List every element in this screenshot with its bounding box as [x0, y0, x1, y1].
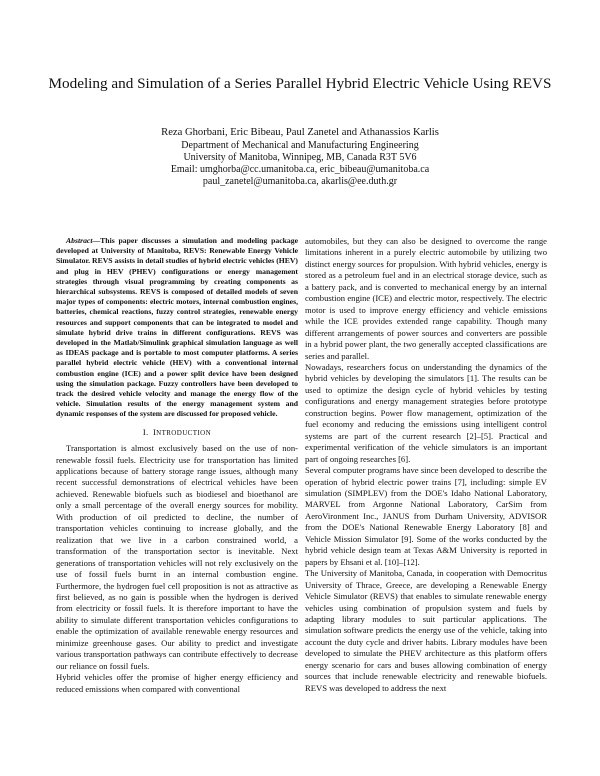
section-title-initial: I	[153, 426, 157, 437]
section-numeral: I.	[142, 426, 149, 437]
abstract	[56, 236, 298, 420]
right-paragraph-2: Nowadays, researchers focus on understanding the dynamics of the hybrid vehicles by developing the simulators [1]. The results can be used to optimize the design cycle of hybrid vehicles by testing configurations and energy management strategies before prototype construction begins. Power flow management, optimization of the fuel economy and reducing the emissions using intelligent control systems are part of the current research [2]–[5]. Practical and experimental verification of the vehicle simulators is an important part of ongoing researches [6].	[305, 361, 547, 464]
abstract-text: —This paper discusses a simulation and modeling package developed at University of Manitoba, REVS: Renewable Energy Vehicle Simulator. REVS assists in detail studies of hybrid electric vehicles (HEV) and plug in HEV (PHEV) configurations or energy management strategies through visual programming by creating components as hierarchical subsystems. REVS is composed of detailed models of seven major types of components: electric motors, internal combustion engines, batteries, chemical reactions, fuzzy control strategies, renewable energy resources and support components that can be integrated to model and simulate hybrid drive trains in different configurations. REVS was developed in the Matlab/Simulink graphical simulation language as well as IDEAS package and is portable to most computer platforms. A series parallel hybrid electric vehicle (HEV) with a conventional internal combustion engine (ICE) and a power split device have been designed using the simulation package. Fuzzy controllers have been developed to track the desired vehicle velocity and manage the energy flow of the vehicle. Simulation results of the energy management system and dynamic responses of the system are discussed for proposed vehicle.	[56, 236, 298, 419]
right-paragraph-1: automobiles, but they can also be designed to overcome the range limitations inherent in a purely electric automobile by utilizing two distinct energy sources for propulsion. With hybrid vehicles, energy is stored as a petroleum fuel and in an electrical storage device, such as a battery pack, and is converted to mechanical energy by an internal combustion engine (ICE) and electric motor, respectively. The electric motor is used to improve energy efficiency and vehicle emissions while the ICE provides extended range capability. Though many different arrangements of power sources and converters are possible in a hybrid power plant, the two generally accepted classifications are series and parallel.	[305, 236, 547, 361]
author-block	[80, 127, 520, 189]
author-emails-continued: paul_zanetel@umanitoba.ca, akarlis@ee.duth.gr	[202, 176, 398, 188]
left-column	[56, 236, 298, 695]
intro-paragraph-2: Hybrid vehicles offer the promise of higher energy efficiency and reduced emissions when compared with conventional	[56, 672, 298, 694]
abstract-label: Abstract	[66, 236, 93, 245]
paper-title: Modeling and Simulation of a Series Parallel Hybrid Electric Vehicle Using REVS	[48, 75, 552, 92]
section-title-rest: NTRODUCTION	[156, 428, 212, 437]
right-paragraph-3: Several computer programs have since been developed to describe the operation of hybrid electric power trains [7], including: simple EV simulation (SIMPLEV) from the DOE's Idaho National Laboratory, MARVEL from Argonne National Laboratory, CarSim from AeroVironment Inc., JANUS from Durham University, ADVISOR from the DOE's National Renewable Energy Laboratory [8] and Vehicle Mission Simulator [9]. Some of the works conducted by the hybrid vehicle design team at Texas A&M University is reported in papers by Ehsani et al. [10]–[12].	[305, 465, 547, 567]
right-column	[305, 236, 547, 694]
right-paragraph-4: The University of Manitoba, Canada, in cooperation with Democritus University of Thrace, Greece, are developing a Renewable Energy Vehicle Simulator (REVS) that enables to simulate renewable energy vehicles using combination of propulsion system and fuels by adapting library modules to suit particular applications. The simulation software predicts the energy use of the vehicle, taking into account the duty cycle and driver habits. Library modules have been developed to simulate the PHEV architecture as this platform offers energy scenario for cars and buses allowing combination of energy sources that include renewable electricity and renewable biofuels. REVS was developed to address the next	[305, 568, 547, 693]
affiliation-department: Department of Mechanical and Manufacturing Engineering	[181, 139, 419, 151]
intro-paragraph-1: Transportation is almost exclusively based on the use of non-renewable fossil fuels. Electricity use for transportation has limited applications because of battery storage range issues, although many recent successful demonstrations of electrical vehicles have been achieved. Renewable biofuels such as biodiesel and bioethanol are only a small percentage of the overall energy sources for mobility. With production of oil predicted to decline, the number of transportation vehicles continuing to increase globally, and the realization that we live in a carbon constrained world, a transformation of the transportation sector is inevitable. Next generations of transportation vehicles will not rely exclusively on the use of fossil fuels burnt in an internal combustion engine. Furthermore, the hydrogen fuel cell proposition is not as attractive as first believed, as no gain is possible when the hydrogen is derived from electricity or fossil fuels. It is therefore important to have the ability to simulate different transportation vehicles configurations to enable the optimization of available renewable energy resources and minimize greenhouse gases. Our ability to predict and investigate various transportation pathways can contribute effectively to decrease our reliance on fossil fuels.	[56, 443, 298, 671]
affiliation-university: University of Manitoba, Winnipeg, MB, Canada R3T 5V6	[183, 151, 417, 163]
author-names: Reza Ghorbani, Eric Bibeau, Paul Zanetel and Athanassios Karlis	[161, 127, 439, 138]
author-emails: Email: umghorba@cc.umanitoba.ca, eric_bibeau@umanitoba.ca	[170, 164, 430, 176]
section-heading-introduction	[56, 427, 298, 439]
